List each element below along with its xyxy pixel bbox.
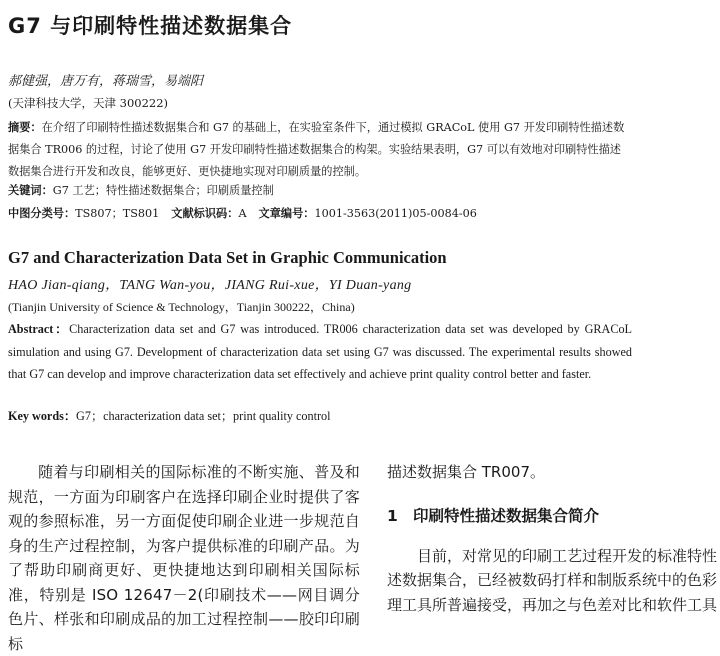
section-number: 1 bbox=[387, 506, 398, 525]
keywords-text-cn: G7 工艺；特性描述数据集合；印刷质量控制 bbox=[52, 184, 274, 197]
body-right-paragraph bbox=[387, 544, 720, 618]
affiliation-en: (Tianjin University of Science & Technology，Tianjin 300222，China) bbox=[8, 300, 355, 314]
authors-cn: 郝健强，唐万有，蒋瑞雪，易端阳 bbox=[8, 74, 204, 89]
authors-en: HAO Jian-qiang，TANG Wan-you，JIANG Rui-xue，YI Duan-yang bbox=[8, 278, 412, 293]
article-number-label: 文章编号： bbox=[258, 207, 315, 220]
article-number-value: 1001-3563(2011)05-0084-06 bbox=[314, 207, 477, 220]
keywords-label-en: Key words： bbox=[8, 409, 77, 423]
doc-code-value: A bbox=[238, 207, 247, 220]
body-right-continuation: 描述数据集合 TR007。 bbox=[387, 463, 545, 481]
keywords-label-cn: 关键词： bbox=[8, 184, 53, 197]
paper-title-en: G7 and Characterization Data Set in Graphic Communication bbox=[8, 248, 447, 267]
affiliation-cn: (天津科技大学，天津 300222) bbox=[8, 96, 169, 110]
right-line-3: 理工具所普遍接受，再加之与色差对比和软件工具 bbox=[387, 595, 718, 614]
keywords-en bbox=[8, 407, 331, 424]
keywords-text-en: G7；characterization data set；print quality control bbox=[76, 409, 331, 423]
right-line-2: 述数据集合，已经被数码打样和制版系统中的色彩 bbox=[387, 571, 718, 589]
body-left-paragraph: 随着与印刷相关的国际标准的不断实施、普及和规范，一方面为印刷客户在选择印刷企业时提供了客观的参照标准，另一方面促使印刷企业进一步规范自身的生产过程控制，为客户提供标准的印刷产品。为了帮助印刷商更好、更快捷地达到印刷相关国际标准，特别是 ISO 12647－2(印刷技术——网目调分色片、样张和印刷成品的加工过程控制——胶印印刷标 bbox=[8, 463, 360, 653]
doc-code-label: 文献标识码： bbox=[171, 207, 239, 220]
body-right-column bbox=[387, 460, 720, 617]
right-line-1: 目前，对常见的印刷工艺过程开发的标准特性 bbox=[417, 546, 718, 565]
section-heading-1 bbox=[387, 504, 720, 526]
abstract-label-cn: 摘要： bbox=[8, 121, 42, 134]
clc-value: TS807；TS801 bbox=[75, 207, 160, 220]
abstract-label-en: Abstract： bbox=[8, 322, 70, 336]
abstract-en bbox=[8, 318, 632, 386]
clc-label: 中图分类号： bbox=[8, 207, 76, 220]
abstract-text-cn: 在介绍了印刷特性描述数据集合和 G7 的基础上，在实验室条件下，通过模拟 GRACoL 使用 G7 开发印刷特性描述数据集合 TR006 的过程，讨论了使用 G7 开发印刷特性描述数据集合的构架。实验结果表明，G7 可以有效地对印刷特性描述数据集合进行开发和改良，能够更好、更快捷地实现对印刷质量的控制。 bbox=[8, 121, 625, 178]
abstract-cn bbox=[8, 117, 630, 183]
keywords-cn bbox=[8, 182, 274, 198]
body-text-left-column bbox=[8, 460, 360, 656]
section-title: 印刷特性描述数据集合简介 bbox=[413, 506, 600, 525]
paper-title-cn: G7 与印刷特性描述数据集合 bbox=[8, 14, 293, 38]
classification-line bbox=[8, 205, 477, 221]
abstract-text-en: Characterization data set and G7 was introduced. TR006 characterization data set was developed by GRACoL simulation and using G7. Development of characterization data set using G7 was discussed. The experimental results showed that G7 can develop and improve characterization data set effectively and achieve print quality control better and faster. bbox=[8, 322, 632, 381]
